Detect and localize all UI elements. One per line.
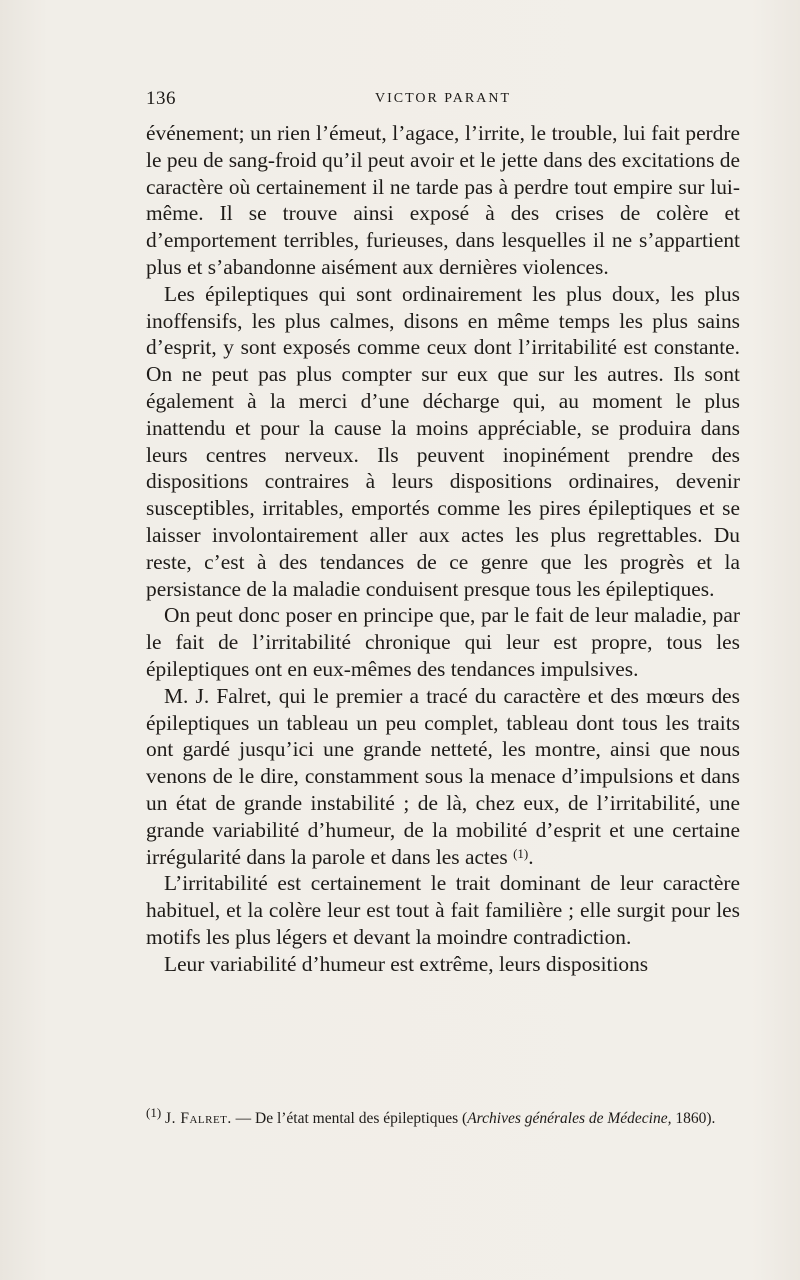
paragraph xyxy=(146,683,740,871)
footnote-marker: (1) xyxy=(146,1105,162,1120)
footnote-author: J. Falret. xyxy=(165,1110,232,1127)
paragraph: On peut donc poser en principe que, par le fait de leur maladie, par le fait de l’irritabilité chronique qui leur est propre, tous les épileptiques ont en eux-mêmes des tendances impulsives. xyxy=(146,603,740,681)
footnote-reference[interactable]: (1) xyxy=(513,845,529,861)
page-header xyxy=(146,88,740,114)
page-number: 136 xyxy=(146,88,176,109)
body-text xyxy=(146,120,740,978)
paragraph: L’irritabilité est certainement le trait dominant de leur caractère habituel, et la colère leur est tout à fait familière ; elle surgit pour les motifs les plus légers et devant la moindre contradiction. xyxy=(146,871,740,949)
footnote-text: — De l’état mental des épileptiques ( xyxy=(231,1110,468,1127)
paragraph: événement; un rien l’émeut, l’agace, l’irrite, le trouble, lui fait perdre le peu de sang-froid qu’il peut avoir et le jette dans des excitations de caractère où certainement il ne tarde pas à perdre tout empire sur lui-même. Il se trouve ainsi exposé à des crises de colère et d’emportement terribles, furieuses, dans lesquelles il ne s’appartient plus et s’abandonne aisément aux dernières violences. xyxy=(146,121,740,279)
footnote-text-end: 1860). xyxy=(671,1110,716,1127)
running-head: VICTOR PARANT xyxy=(374,91,512,106)
footnote-source: Archives générales de Médecine, xyxy=(467,1110,672,1127)
paragraph: Leur variabilité d’humeur est extrême, leurs dispositions xyxy=(164,951,649,976)
paragraph-text: M. J. Falret, qui le premier a tracé du caractère et des mœurs des épileptiques un tableau un peu complet, tableau dont tous les traits ont gardé jusqu’ici une grande netteté, les montre, ainsi que nous venons de le dire, constamment sous la menace d’impulsions et dans un état de grande instabilité ; de là, chez eux, de l’irritabilité, une grande variabilité d’humeur, de la mobilité d’esprit et une certaine irrégularité dans la parole et dans les actes xyxy=(146,683,740,869)
paragraph: Les épileptiques qui sont ordinairement les plus doux, les plus inoffensifs, les plus calmes, disons en même temps les plus sains d’esprit, y sont exposés comme ceux dont l’irritabilité est constante. On ne peut pas plus compter sur eux que sur les autres. Ils sont également à la merci d’une décharge qui, au moment le plus inattendu et pour la cause la moins appréciable, se produira dans leurs centres nerveux. Ils peuvent inopinément prendre des dispositions contraires à leurs dispositions ordinaires, devenir susceptibles, irritables, emportés comme les pires épileptiques et se laisser involontairement aller aux actes les plus regrettables. Du reste, c’est à des tendances de ce genre que les progrès et la persistance de la maladie conduisent presque tous les épileptiques. xyxy=(146,281,740,601)
footnote xyxy=(146,1105,740,1129)
paragraph-end: . xyxy=(528,844,534,869)
